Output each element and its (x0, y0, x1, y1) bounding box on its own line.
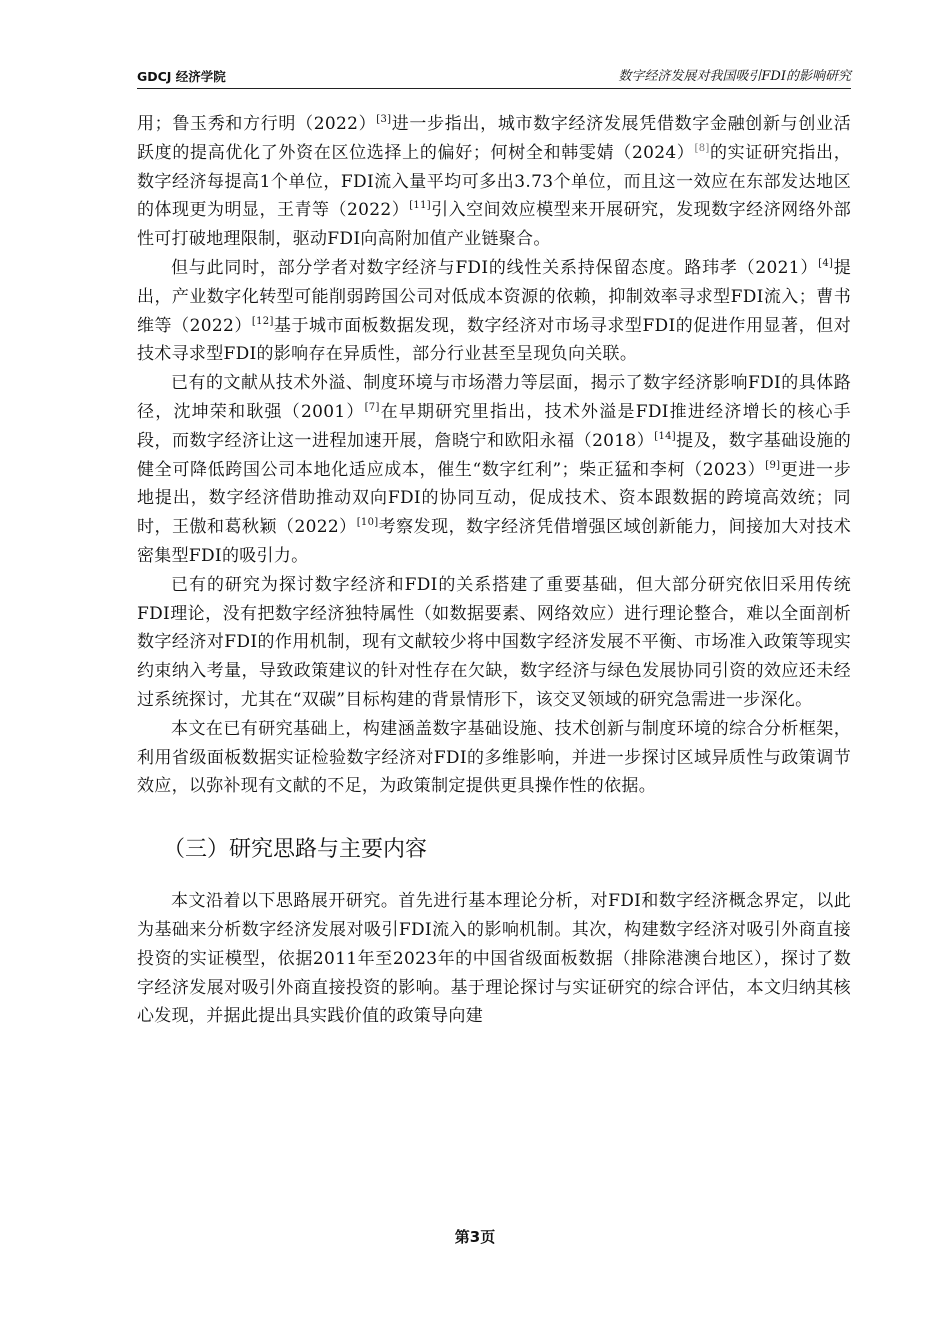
paragraph (137, 571, 851, 715)
text-run: 在早期研究里指出，技术外溢是FDI推进经济增长的核心手段，而数字经济让这一进程加速开展，詹晓宁和欧阳永福（2018） (137, 401, 851, 451)
paragraphs-after-heading (137, 887, 851, 1031)
citation-ref: [11] (409, 200, 431, 212)
citation-ref: [10] (356, 517, 379, 529)
citation-ref: [14] (654, 430, 676, 442)
citation-ref: [12] (251, 315, 274, 327)
text-run: 用；鲁玉秀和方行明（2022） (137, 114, 377, 134)
paragraph (137, 254, 851, 369)
page-header (137, 68, 851, 89)
text-run: 已有的研究为探讨数字经济和FDI的关系搭建了重要基础，但大部分研究依旧采用传统FDI理论，没有把数字经济独特属性（如数据要素、网络效应）进行理论整合，难以全面剖析数字经济对FDI的作用机制，现有文献较少将中国数字经济发展不平衡、市场准入政策等现实约束纳入考量，导致政策建议的针对性存在欠缺，数字经济与绿色发展协同引资的效应还未经过系统探讨，尤其在“双碳”目标构建的背景情形下，该交叉领域的研究急需进一步深化。 (137, 574, 851, 710)
section-heading: （三）研究思路与主要内容 (163, 837, 428, 863)
citation-ref: [8] (694, 142, 710, 154)
text-run: 本文沿着以下思路展开研究。首先进行基本理论分析，对FDI和数字经济概念界定，以此为基础来分析数字经济发展对吸引FDI流入的影响机制。其次，构建数字经济对吸引外商直接投资的实证模型，依据2011年至2023年的中国省级面板数据（排除港澳台地区），探讨了数字经济发展对吸引外商直接投资的影响。基于理论探讨与实证研究的综合评估，本文归纳其核心发现，并据此提出具实践价值的政策导向建 (137, 891, 851, 1027)
text-run: 提出，产业数字化转型可能削弱跨国公司对低成本资源的依赖，抑制效率寻求型FDI流入；曹书维等（2022） (137, 257, 851, 336)
document-body (137, 110, 851, 1031)
text-run: 更进一步地提出，数字经济借助推动双向FDI的协同互动，促成技术、资本跟数据的跨境高效统；同时，王傲和葛秋颖（2022） (137, 459, 851, 538)
paragraph (137, 715, 851, 801)
citation-ref: [4] (818, 257, 834, 269)
text-run: 进一步指出，城市数字经济发展凭借数字金融创新与创业活跃度的提高优化了外资在区位选择上的偏好；何树全和韩雯婧（2024） (137, 114, 851, 163)
text-run: 已有的文献从技术外溢、制度环境与市场潜力等层面，揭示了数字经济影响FDI的具体路径，沈坤荣和耿强（2001） (137, 373, 851, 422)
text-run: 引入空间效应模型来开展研究，发现数字经济网络外部性可打破地理限制，驱动FDI向高附加值产业链聚合。 (137, 200, 851, 250)
header-institution: GDCJ 经济学院 (137, 69, 226, 84)
paragraph (137, 887, 851, 1031)
paragraphs-before-heading (137, 110, 851, 801)
citation-ref: [7] (364, 401, 380, 413)
text-run: 但与此同时，部分学者对数字经济与FDI的线性关系持保留态度。路玮孝（2021） (171, 257, 819, 278)
citation-ref: [9] (765, 459, 781, 471)
header-paper-title: 数字经济发展对我国吸引FDI的影响研究 (618, 69, 851, 84)
text-run: 本文在已有研究基础上，构建涵盖数字基础设施、技术创新与制度环境的综合分析框架，利用省级面板数据实证检验数字经济对FDI的多维影响，并进一步探讨区域异质性与政策调节效应，以弥补现有文献的不足，为政策制定提供更具操作性的依据。 (137, 718, 851, 797)
page-number: 第3页 (454, 1228, 496, 1246)
paragraph (137, 369, 851, 571)
paragraph (137, 110, 851, 254)
text-run: 考察发现，数字经济凭借增强区域创新能力，间接加大对技术密集型FDI的吸引力。 (137, 517, 851, 566)
text-run: 的实证研究指出，数字经济每提高1个单位，FDI流入量平均可多出3.73个单位，而且这一效应在东部发达地区的体现更为明显，王青等（2022） (137, 142, 851, 221)
text-run: 基于城市面板数据发现，数字经济对市场寻求型FDI的促进作用显著，但对技术寻求型FDI的影响存在异质性，部分行业甚至呈现负向关联。 (137, 315, 851, 365)
citation-ref: [3] (376, 114, 392, 125)
text-run: 提及，数字基础设施的健全可降低跨国公司本地化适应成本，催生“数字红利”；柴正猛和李柯（2023） (137, 430, 852, 480)
